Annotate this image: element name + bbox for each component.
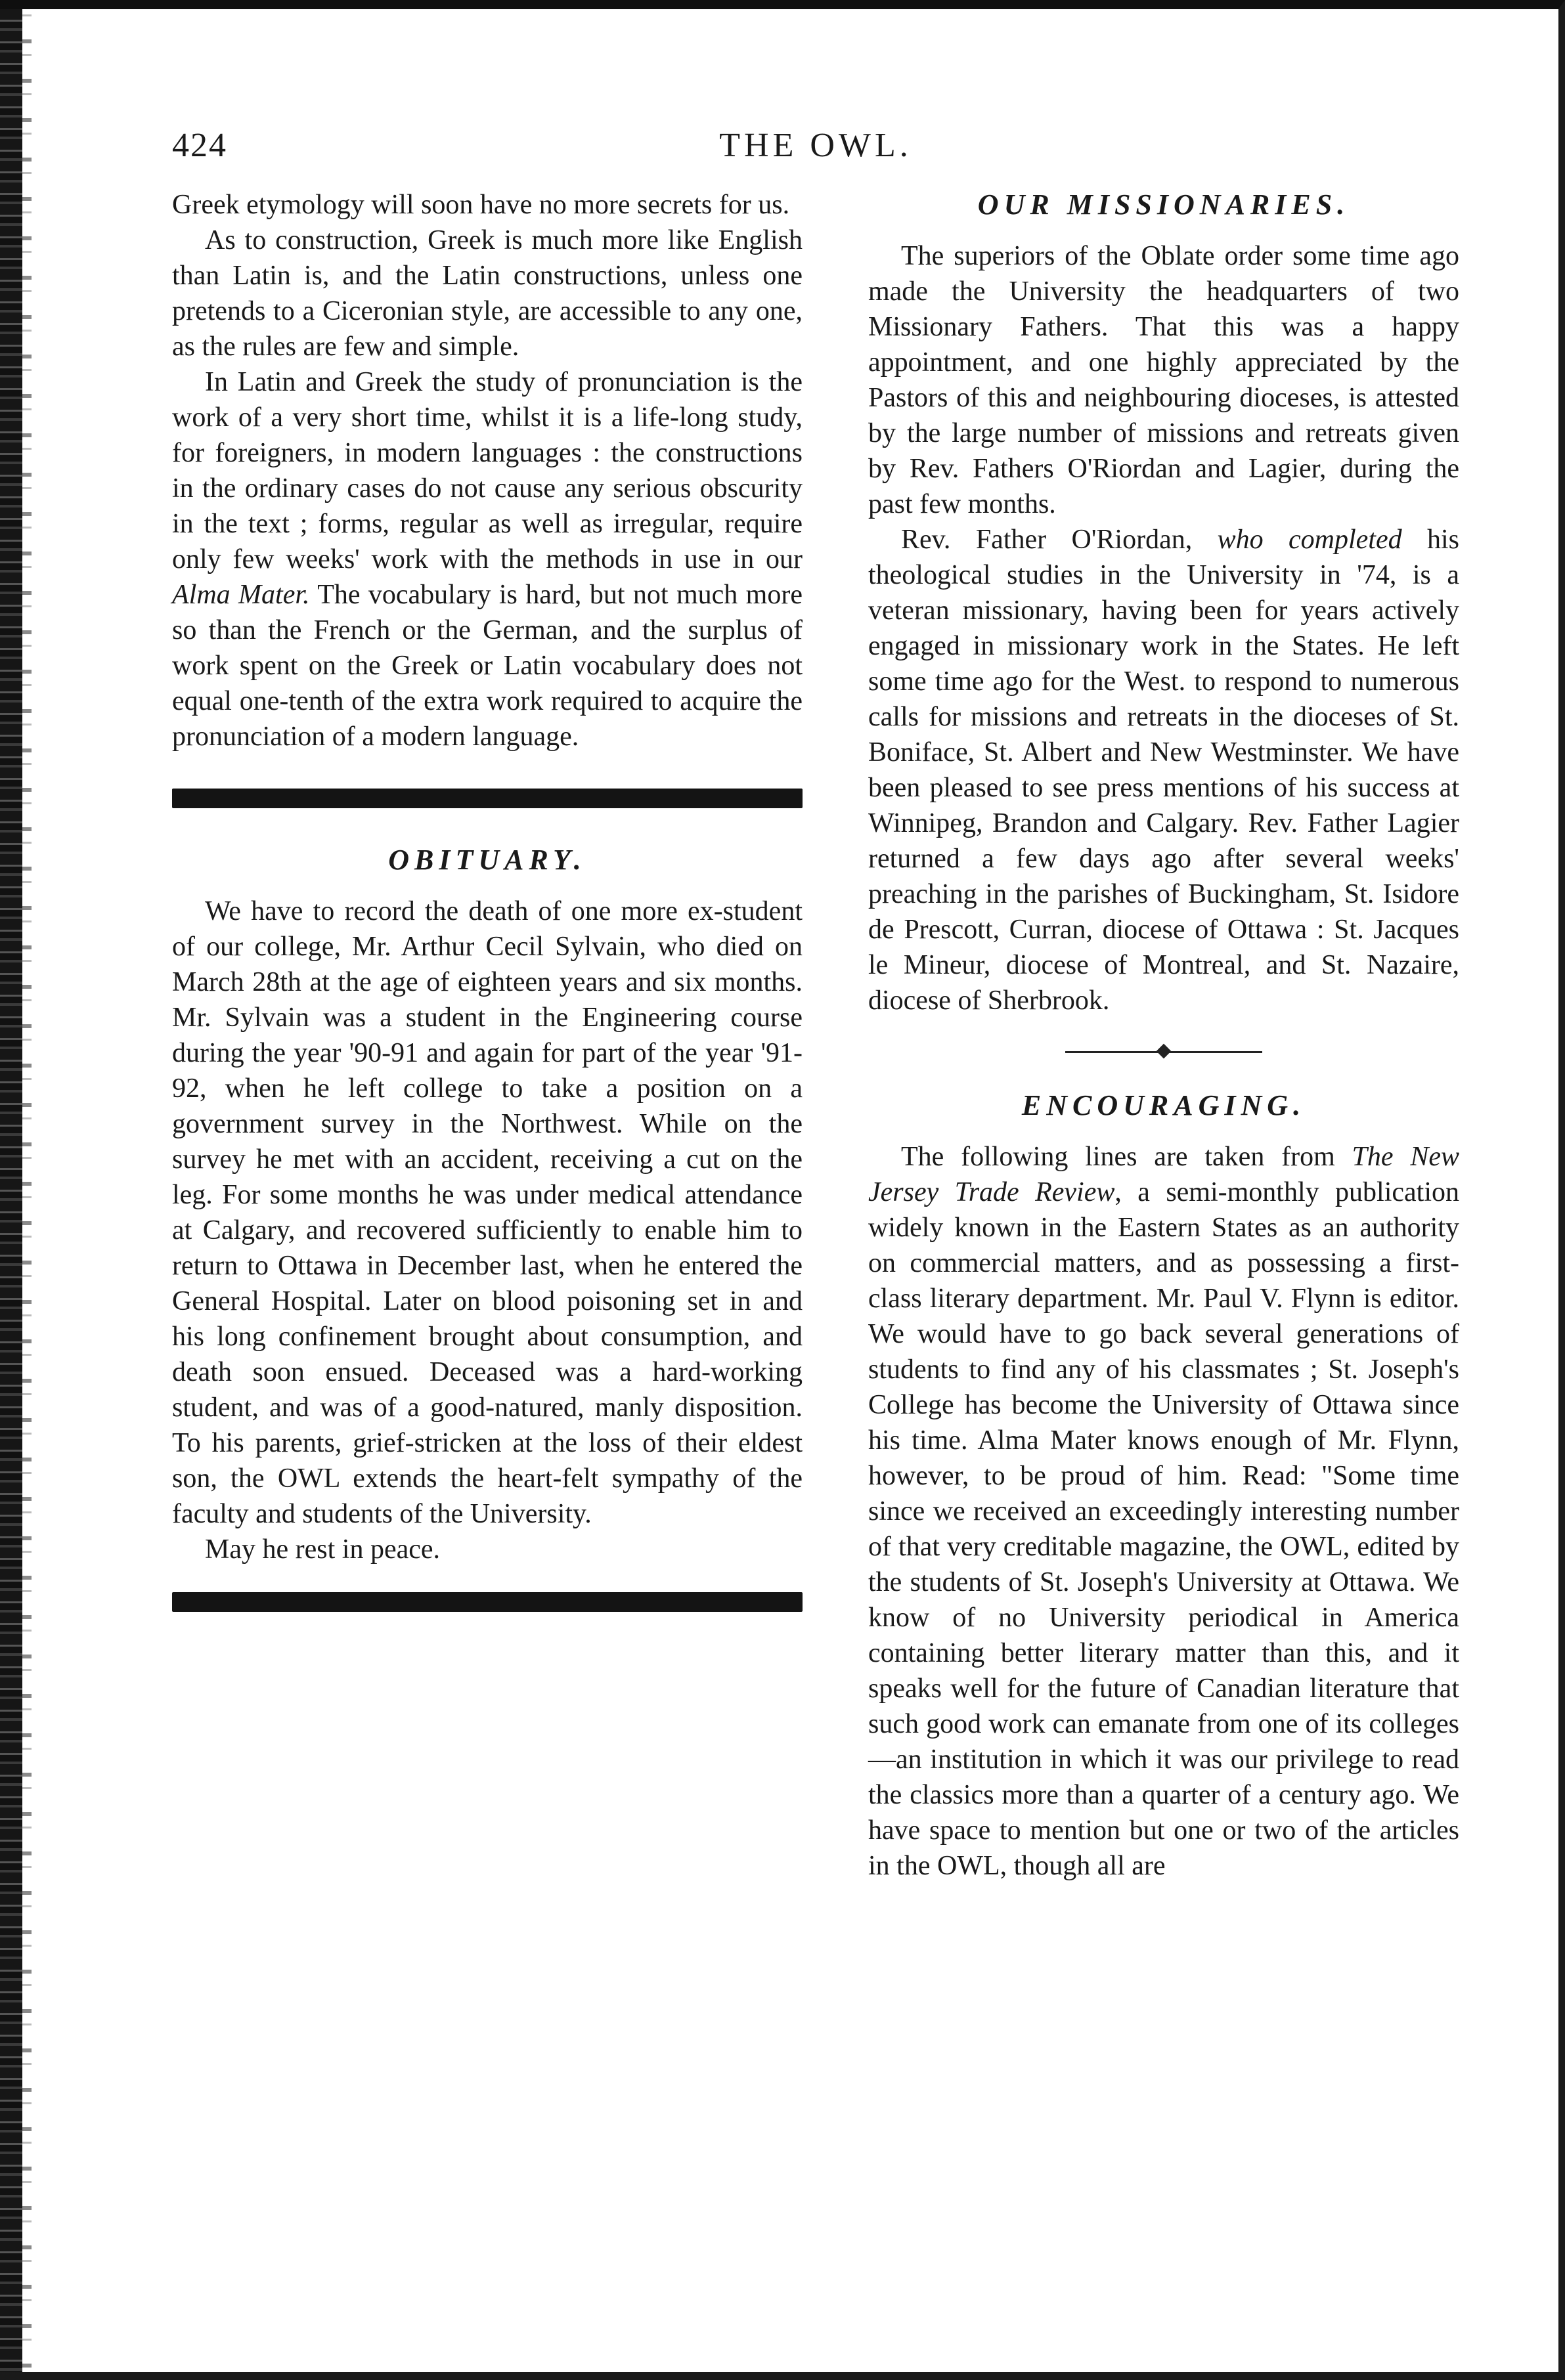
section-divider-rule <box>172 1592 803 1612</box>
ornament-line <box>1164 1051 1262 1053</box>
paragraph-missionaries-intro: The superiors of the Oblate order some time ago made the University the headquarters of two Missionary Fathers. That this was a happy appointment, and one highly appreciated by the Pastors of this and neighbouring dioceses, is attested by the large number of missions and retreats given by Rev. Fathers O'Riordan and Lagier, during the past few months. <box>868 241 1459 519</box>
text-run: In Latin and Greek the study of pronunciation is the work of a very short time, whilst it is a life-long study, for foreigners, in modern languages : the constructions in the ordinary cases do not cause any serious obscurity in the text ; forms, regular as well as irregular, require only few weeks' work with the methods in use in our <box>172 367 803 574</box>
alma-mater-italic: Alma Mater. <box>172 580 310 610</box>
right-column <box>868 187 1459 1884</box>
paragraph-father-oriordan <box>868 522 1459 1018</box>
left-column <box>172 187 803 1625</box>
section-divider-rule <box>172 789 803 808</box>
paragraph-construction: As to construction, Greek is much more like English than Latin is, and the Latin constructions, unless one pretends to a Ciceronian style, are accessible to any one, as the rules are few and simple. <box>172 225 803 362</box>
text-run: his theological studies in the University in '74, is a veteran missionary, having been for years actively engaged in missionary work in the States. He left some time ago for the West. to respond to numerous calls for missions and retreats in the dioceses of St. Boniface, St. Albert and New Westminster. We have been pleased to see press mentions of his success at Winnipeg, Brandon and Calgary. Rev. Father Lagier returned a few days ago after several weeks' preaching in the parishes of Buckingham, St. Isidore de Prescott, Curran, diocese of Ottawa : St. Jacques le Mineur, diocese of Montreal, and St. Nazaire, diocese of Sherbrook. <box>868 525 1460 1016</box>
running-title: THE OWL. <box>719 127 912 164</box>
text-run: The vocabulary is hard, but not much more so than the French or the German, and the surplus of work spent on the Greek or Latin vocabulary does not equal one-tenth of the extra work required to acquire the pronunciation of a modern language. <box>172 580 803 752</box>
obituary-heading: OBITUARY. <box>388 844 586 876</box>
page-header <box>172 126 1459 172</box>
paragraph-pronunciation <box>172 364 803 754</box>
missionaries-heading: OUR MISSIONARIES. <box>977 188 1350 221</box>
encouraging-heading: ENCOURAGING. <box>1021 1089 1306 1121</box>
text-run: The following lines are taken from <box>901 1142 1352 1172</box>
text-run: Rev. Father O'Riordan, <box>901 525 1218 555</box>
ornament-divider <box>868 1045 1459 1059</box>
italic-run: who completed <box>1217 525 1402 555</box>
paragraph-rest-in-peace: May he rest in peace. <box>205 1534 441 1565</box>
ornament-line <box>1065 1051 1164 1053</box>
paragraph-greek-etymology: Greek etymology will soon have no more secrets for us. <box>172 190 790 220</box>
publication-title-italic: The New Jersey Trade Review <box>868 1142 1460 1207</box>
paragraph-encouraging <box>868 1139 1459 1884</box>
paragraph-obituary: We have to record the death of one more ex-student of our college, Mr. Arthur Cecil Sylvain, who died on March 28th at the age of eighteen years and six months. Mr. Sylvain was a student in the Engineering course during the year '90-91 and again for part of the year '91-92, when he left college to take a position on a government survey in the Northwest. While on the survey he met with an accident, receiving a cut on the leg. For some months he was under medical attendance at Calgary, and recovered sufficiently to enable him to return to Ottawa in December last, when he entered the General Hospital. Later on blood poisoning set in and his long confinement brought about consumption, and death soon ensued. Deceased was a hard-working student, and was of a good-natured, manly disposition. To his parents, grief-stricken at the loss of their eldest son, the OWL extends the heart-felt sympathy of the faculty and students of the University. <box>172 896 803 1529</box>
text-run: , a semi-monthly publication widely known in the Eastern States as an authority on commercial matters, and as possessing a first-class literary department. Mr. Paul V. Flynn is editor. We would have to go back several generations of students to find any of his classmates ; St. Joseph's College has become the University of Ottawa since his time. Alma Mater knows enough of Mr. Flynn, however, to be proud of him. Read: "Some time since we received an exceedingly interesting number of that very creditable magazine, the OWL, edited by the students of St. Joseph's University at Ottawa. We know of no University periodical in America containing better literary matter than this, and it speaks well for the future of Canadian literature that such good work can emanate from one of its colleges—an institution in which it was our privilege to read the classics more than a quarter of a century ago. We have space to mention but one or two of the articles in the OWL, though all are <box>868 1177 1459 1881</box>
page-number: 424 <box>172 127 227 164</box>
